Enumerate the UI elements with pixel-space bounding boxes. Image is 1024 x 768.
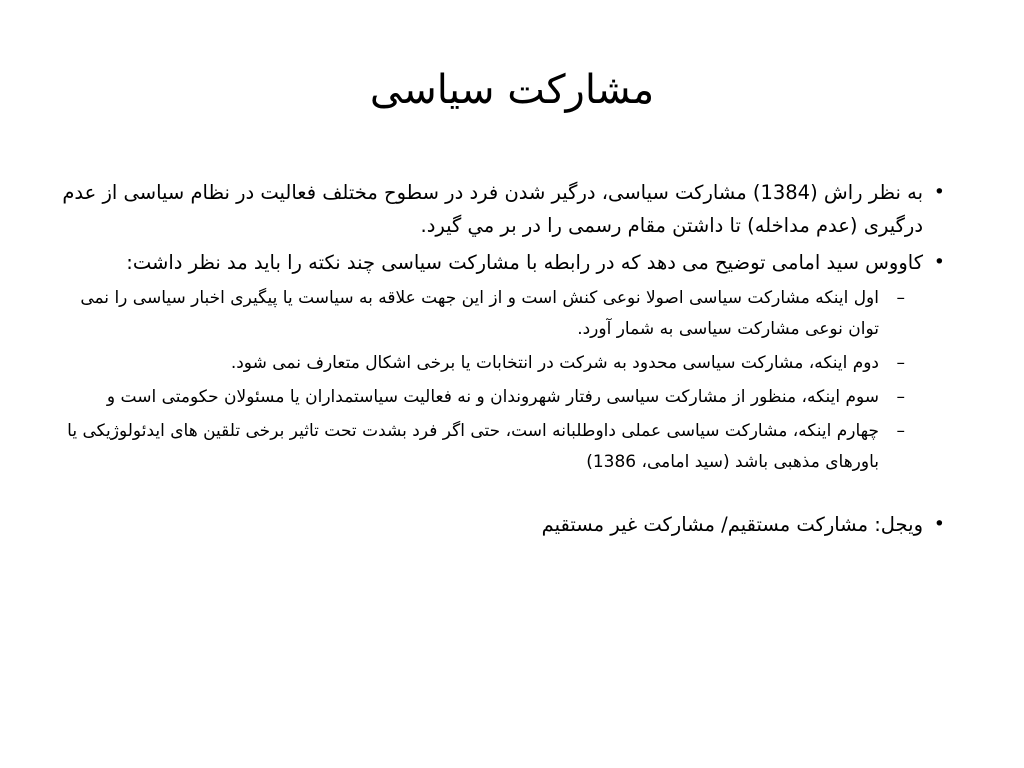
- bullet-item: [60, 176, 945, 242]
- sub-bullet-list: [60, 283, 945, 478]
- bullet-text: به نظر راش (1384) مشارکت سیاسی، درگیر شدن فرد در سطوح مختلف فعالیت در نظام سیاسی از عدم درگیری (عدم مداخله) تا داشتن مقام رسمی را در بر مي گيرد.: [62, 181, 923, 237]
- bullet-item: [60, 246, 945, 279]
- sub-bullet-item: [60, 416, 945, 478]
- bullet-text: ویجل: مشارکت مستقیم/ مشارکت غیر مستقیم: [541, 513, 923, 536]
- sub-bullet-item: [60, 382, 945, 413]
- slide-title: مشارکت سیاسی: [369, 67, 655, 113]
- sub-bullet-text: اول اینکه مشارکت سیاسی اصولا نوعی کنش است و از این جهت علاقه به سیاست یا پیگیری اخبار سیاسی را نمی توان نوعی مشارکت سیاسی به شمار آورد.: [80, 288, 879, 339]
- bullet-list: [60, 176, 945, 541]
- sub-bullet-item: [60, 283, 945, 345]
- dash-icon: –: [896, 288, 905, 308]
- dash-icon: –: [896, 387, 905, 407]
- sub-bullet-text: سوم اینکه، منظور از مشارکت سیاسی رفتار شهروندان و نه فعالیت سیاستمداران یا مسئولان حکومتی است و: [106, 387, 879, 407]
- sub-list-container: [60, 283, 945, 478]
- slide-content: [60, 176, 945, 545]
- bullet-item: [60, 508, 945, 541]
- bullet-icon: •: [933, 251, 945, 273]
- bullet-text: کاووس سید امامی توضیح می دهد که در رابطه با مشارکت سیاسی چند نکته را باید مد نظر داشت:: [126, 251, 923, 274]
- dash-icon: –: [896, 353, 905, 373]
- dash-icon: –: [896, 421, 905, 441]
- sub-bullet-item: [60, 348, 945, 379]
- sub-bullet-text: چهارم اینکه، مشارکت سیاسی عملی داوطلبانه است، حتی اگر فرد بشدت تحت تاثیر برخی تلقین های ایدئولوژیکی یا باورهای مذهبی باشد (سید امامی، 1386): [67, 421, 879, 472]
- bullet-icon: •: [933, 181, 945, 203]
- sub-bullet-text: دوم اینکه، مشارکت سیاسی محدود به شرکت در انتخابات یا برخی اشکال متعارف نمی شود.: [230, 353, 879, 373]
- bullet-icon: •: [933, 513, 945, 535]
